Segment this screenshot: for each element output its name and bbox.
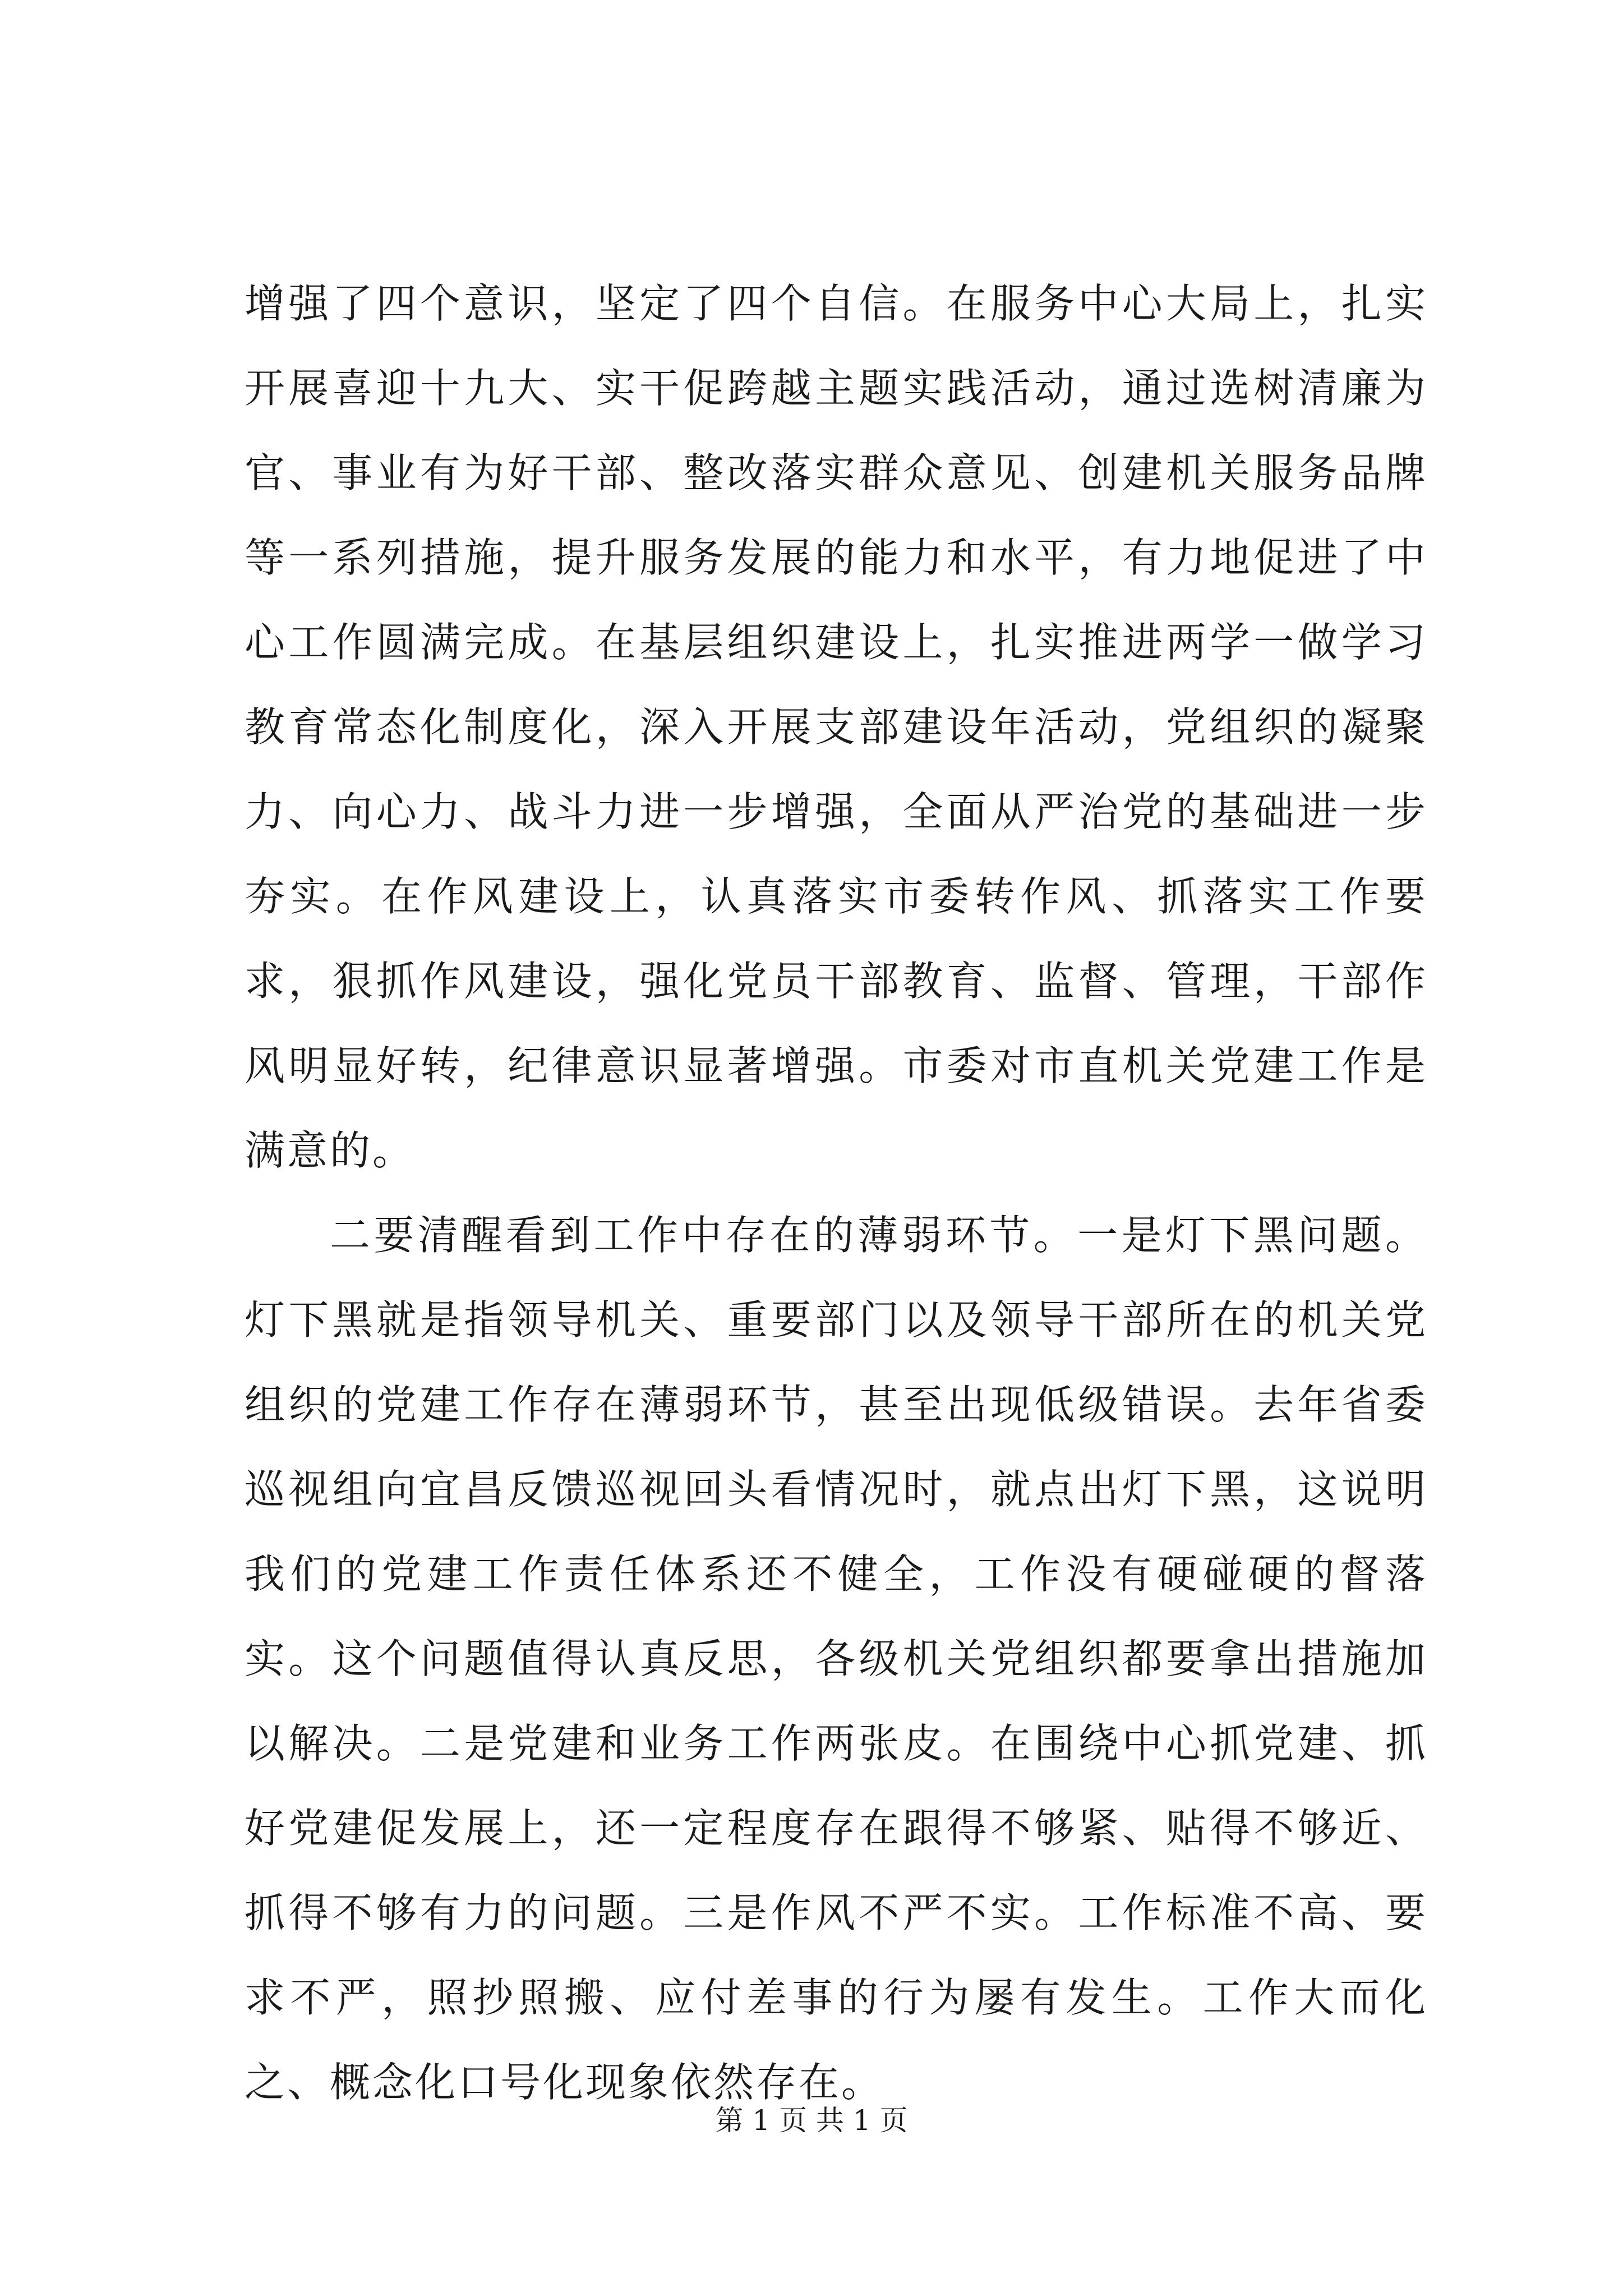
document-body: [245, 261, 1428, 2125]
paragraph-1: 增强了四个意识，坚定了四个自信。在服务中心大局上，扎实开展喜迎十九大、实干促跨越主题实践活动，通过选树清廉为官、事业有为好干部、整改落实群众意见、创建机关服务品牌等一系列措施，提升服务发展的能力和水平，有力地促进了中心工作圆满完成。在基层组织建设上，扎实推进两学一做学习教育常态化制度化，深入开展支部建设年活动，党组织的凝聚力、向心力、战斗力进一步增强，全面从严治党的基础进一步夯实。在作风建设上，认真落实市委转作风、抓落实工作要求，狠抓作风建设，强化党员干部教育、监督、管理，干部作风明显好转，纪律意识显著增强。市委对市直机关党建工作是满意的。: [245, 280, 1428, 1174]
paragraph-2: 二要清醒看到工作中存在的薄弱环节。一是灯下黑问题。灯下黑就是指领导机关、重要部门以及领导干部所在的机关党组织的党建工作存在薄弱环节，甚至出现低级错误。去年省委巡视组向宜昌反馈巡视回头看情况时，就点出灯下黑，这说明我们的党建工作责任体系还不健全，工作没有硬碰硬的督落实。这个问题值得认真反思，各级机关党组织都要拿出措施加以解决。二是党建和业务工作两张皮。在围绕中心抓党建、抓好党建促发展上，还一定程度存在跟得不够紧、贴得不够近、抓得不够有力的问题。三是作风不严不实。工作标准不高、要求不严，照抄照搬、应付差事的行为屡有发生。工作大而化之、概念化口号化现象依然存在。: [245, 1212, 1428, 2106]
page-footer: 第 1 页 共 1 页: [715, 2104, 908, 2137]
